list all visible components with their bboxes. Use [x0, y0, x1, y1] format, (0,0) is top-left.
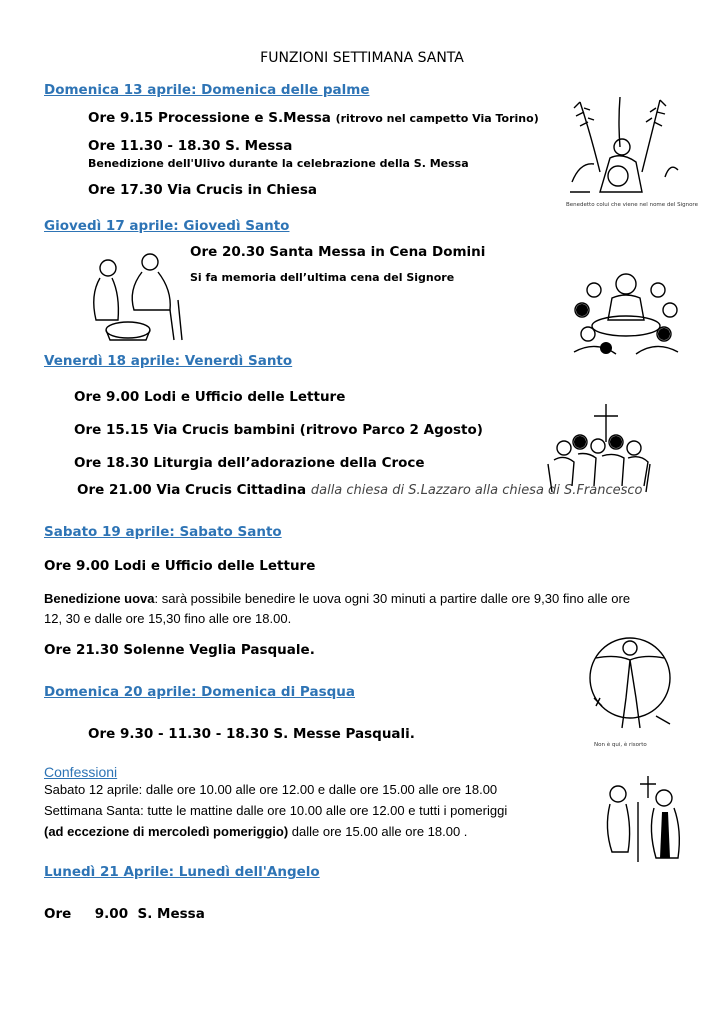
lunedi-line-1: Ore 9.00 S. Messa	[44, 906, 205, 922]
heading-pasqua: Domenica 20 aprile: Domenica di Pasqua	[44, 684, 355, 700]
palme-line-2: Ore 11.30 - 18.30 S. Messa	[88, 138, 293, 154]
heading-lunedi: Lunedì 21 Aprile: Lunedì dell'Angelo	[44, 864, 320, 880]
venerdi-line-2: Ore 15.15 Via Crucis bambini (ritrovo Parco 2 Agosto)	[74, 422, 483, 438]
sabato-egg-blessing	[44, 589, 630, 609]
venerdi-line-1: Ore 9.00 Lodi e Ufficio delle Letture	[74, 389, 346, 405]
heading-giovedi: Giovedì 17 aprile: Giovedì Santo	[44, 218, 290, 234]
confessioni-line-3-bold: (ad eccezione di mercoledì pomeriggio)	[44, 824, 289, 839]
pasqua-line-1: Ore 9.30 - 11.30 - 18.30 S. Messe Pasquali.	[88, 726, 415, 742]
heading-sabato: Sabato 19 aprile: Sabato Santo	[44, 524, 282, 540]
palme-line-2-note: Benedizione dell'Ulivo durante la celebrazione della S. Messa	[88, 157, 469, 170]
palm-illustration-caption: Benedetto colui che viene nel nome del Signore	[566, 202, 698, 208]
palme-line-1	[88, 110, 539, 126]
venerdi-line-4-note: dalla chiesa di S.Lazzaro alla chiesa di S.Francesco	[310, 483, 643, 498]
heading-venerdi: Venerdì 18 aprile: Venerdì Santo	[44, 353, 293, 369]
sabato-line-2: Ore 21.30 Solenne Veglia Pasquale.	[44, 642, 315, 658]
sabato-egg-blessing-text: : sarà possibile benedire le uova ogni 30 minuti a partire dalle ore 9,30 fino alle ore	[154, 591, 631, 606]
palme-line-3: Ore 17.30 Via Crucis in Chiesa	[88, 182, 317, 198]
foot-washing-illustration	[78, 250, 188, 342]
confessioni-line-3	[44, 822, 467, 842]
heading-palme: Domenica 13 aprile: Domenica delle palme	[44, 82, 370, 98]
via-crucis-illustration	[544, 402, 654, 500]
page-title: FUNZIONI SETTIMANA SANTA	[260, 50, 464, 66]
palm-sunday-illustration	[560, 92, 698, 212]
confession-illustration	[598, 772, 690, 864]
confessioni-line-2: Settimana Santa: tutte le mattine dalle ore 10.00 alle ore 12.00 e tutti i pomeriggi	[44, 803, 508, 818]
palme-line-1-text: Ore 9.15 Processione e S.Messa	[88, 110, 331, 126]
venerdi-line-4-text: Ore 21.00 Via Crucis Cittadina	[77, 482, 307, 498]
resurrection-illustration-caption: Non è qui, è risorto	[594, 742, 647, 748]
giovedi-line-2: Si fa memoria dell’ultima cena del Signore	[190, 271, 455, 284]
sabato-egg-blessing-text-2: 12, 30 e dalle ore 15,30 fino alle ore 18.00.	[44, 611, 292, 626]
venerdi-line-3: Ore 18.30 Liturgia dell’adorazione della Croce	[74, 455, 425, 471]
last-supper-illustration	[566, 262, 686, 362]
sabato-line-1: Ore 9.00 Lodi e Ufficio delle Letture	[44, 558, 316, 574]
resurrection-illustration	[586, 628, 676, 753]
palme-line-1-note: (ritrovo nel campetto Via Torino)	[335, 112, 539, 125]
sabato-egg-blessing-label: Benedizione uova	[44, 591, 155, 606]
confessioni-line-1: Sabato 12 aprile: dalle ore 10.00 alle ore 12.00 e dalle ore 15.00 alle ore 18.00	[44, 782, 498, 797]
confessioni-line-3-rest: dalle ore 15.00 alle ore 18.00 .	[288, 824, 468, 839]
heading-confessioni: Confessioni	[44, 764, 118, 780]
giovedi-line-1: Ore 20.30 Santa Messa in Cena Domini	[190, 244, 486, 260]
